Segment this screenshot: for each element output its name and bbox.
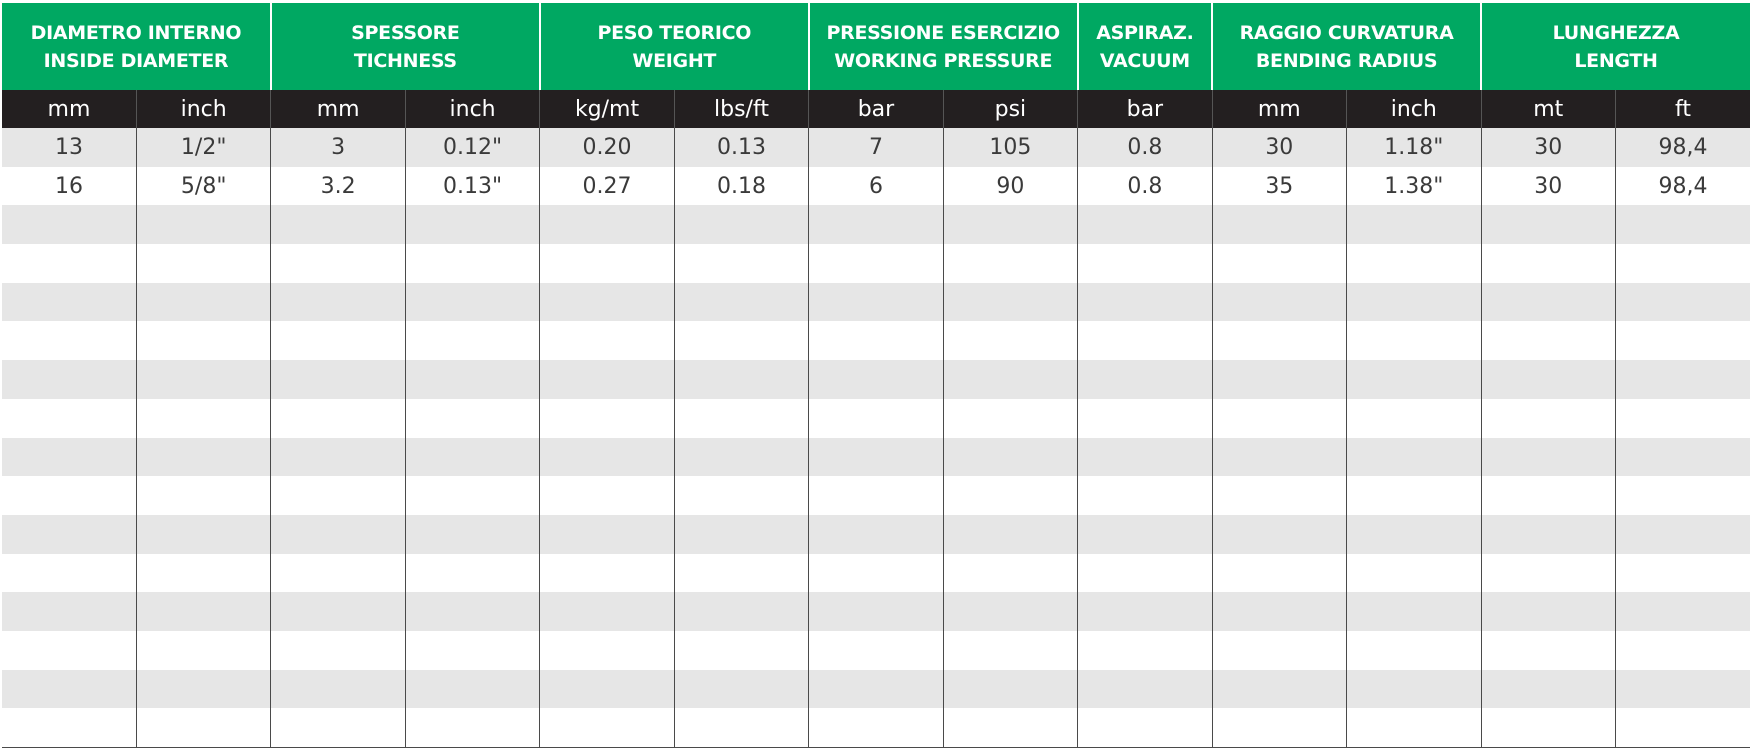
header-label-en: TICHNESS (353, 49, 457, 72)
table-cell (2, 592, 136, 631)
table-cell (1347, 438, 1481, 477)
table-cell (1615, 321, 1750, 360)
table-cell (1212, 476, 1346, 515)
table-cell (136, 476, 270, 515)
table-cell (1078, 592, 1212, 631)
table-cell (540, 670, 674, 709)
table-cell (271, 476, 405, 515)
table-cell (1078, 554, 1212, 593)
table-cell (943, 438, 1077, 477)
table-cell (2, 244, 136, 283)
table-cell (136, 321, 270, 360)
table-cell (1347, 399, 1481, 438)
hose-spec-table (2, 3, 1750, 748)
table-cell (943, 670, 1077, 709)
table-cell (1347, 283, 1481, 322)
table-cell (1615, 592, 1750, 631)
table-cell: 0.13 (674, 128, 808, 167)
table-cell (1615, 554, 1750, 593)
table-cell (1347, 708, 1481, 747)
header-label-it: PESO TEORICO (597, 21, 752, 44)
group-header-row (2, 3, 1750, 90)
table-cell (674, 476, 808, 515)
table-cell (1615, 205, 1750, 244)
table-cell (809, 708, 943, 747)
table-cell (1078, 670, 1212, 709)
table-cell: 3.2 (271, 167, 405, 206)
table-cell (1212, 592, 1346, 631)
table-cell (540, 631, 674, 670)
table-cell (1615, 438, 1750, 477)
unit-label: inch (405, 90, 539, 128)
table-cell (540, 476, 674, 515)
table-cell (1347, 670, 1481, 709)
header-length (1481, 3, 1750, 90)
table-body (2, 128, 1750, 748)
table-cell: 98,4 (1615, 167, 1750, 206)
unit-label: psi (943, 90, 1077, 128)
table-cell (1347, 592, 1481, 631)
table-cell (943, 360, 1077, 399)
table-cell (1481, 554, 1615, 593)
table-row (2, 167, 1750, 206)
table-cell (1615, 515, 1750, 554)
table-cell: 1/2" (136, 128, 270, 167)
table-cell (809, 592, 943, 631)
header-label-it: DIAMETRO INTERNO (30, 21, 242, 44)
table-cell (271, 283, 405, 322)
table-cell (136, 708, 270, 747)
table-row (2, 592, 1750, 631)
table-cell (809, 205, 943, 244)
table-cell (271, 708, 405, 747)
table-cell (271, 438, 405, 477)
table-cell (1615, 244, 1750, 283)
unit-label: inch (1347, 90, 1481, 128)
spec-sheet (2, 3, 1750, 748)
table-cell (405, 283, 539, 322)
table-cell (271, 399, 405, 438)
table-cell (809, 321, 943, 360)
header-weight (540, 3, 809, 90)
table-cell (405, 360, 539, 399)
table-cell (1212, 360, 1346, 399)
table-cell (1615, 283, 1750, 322)
table-cell (809, 244, 943, 283)
table-cell (2, 399, 136, 438)
header-label-it: LUNGHEZZA (1552, 21, 1680, 44)
table-cell (1481, 438, 1615, 477)
table-row (2, 438, 1750, 477)
table-cell: 6 (809, 167, 943, 206)
header-label-it: ASPIRAZ. (1096, 21, 1194, 44)
table-cell (1212, 554, 1346, 593)
unit-label: bar (1078, 90, 1212, 128)
table-cell (943, 592, 1077, 631)
table-cell (809, 476, 943, 515)
table-cell (809, 670, 943, 709)
table-cell (1078, 515, 1212, 554)
table-cell (1615, 631, 1750, 670)
table-cell: 0.27 (540, 167, 674, 206)
table-cell (809, 631, 943, 670)
table-cell (1481, 205, 1615, 244)
table-cell (2, 360, 136, 399)
table-cell (809, 554, 943, 593)
table-cell (1078, 399, 1212, 438)
table-cell (674, 244, 808, 283)
table-cell (540, 244, 674, 283)
table-cell (2, 631, 136, 670)
table-cell (1212, 631, 1346, 670)
table-cell (2, 554, 136, 593)
table-cell: 105 (943, 128, 1077, 167)
table-row (2, 244, 1750, 283)
header-bending-radius (1212, 3, 1481, 90)
table-cell (674, 321, 808, 360)
table-cell (1078, 631, 1212, 670)
table-row (2, 283, 1750, 322)
table-cell: 0.8 (1078, 167, 1212, 206)
table-cell (1615, 476, 1750, 515)
table-cell (1481, 631, 1615, 670)
table-row (2, 631, 1750, 670)
table-cell (674, 515, 808, 554)
table-cell (1078, 476, 1212, 515)
table-cell (136, 438, 270, 477)
table-cell (674, 554, 808, 593)
table-cell (136, 205, 270, 244)
table-cell (1481, 360, 1615, 399)
table-cell (1481, 708, 1615, 747)
table-cell: 98,4 (1615, 128, 1750, 167)
table-cell (809, 283, 943, 322)
table-cell (1212, 708, 1346, 747)
table-cell (540, 554, 674, 593)
table-cell: 35 (1212, 167, 1346, 206)
table-cell (1212, 670, 1346, 709)
table-cell: 16 (2, 167, 136, 206)
header-thickness (271, 3, 540, 90)
table-cell (405, 631, 539, 670)
table-cell (1481, 592, 1615, 631)
unit-label: mm (1212, 90, 1346, 128)
table-cell: 5/8" (136, 167, 270, 206)
table-row (2, 321, 1750, 360)
table-row (2, 708, 1750, 747)
table-cell (674, 399, 808, 438)
table-cell (271, 515, 405, 554)
table-cell (1615, 360, 1750, 399)
table-cell (136, 554, 270, 593)
header-label-it: SPESSORE (351, 21, 460, 44)
table-cell (1481, 283, 1615, 322)
table-cell (674, 283, 808, 322)
table-row (2, 205, 1750, 244)
table-cell: 30 (1481, 128, 1615, 167)
table-cell (1078, 360, 1212, 399)
table-cell (943, 283, 1077, 322)
table-cell (1078, 321, 1212, 360)
table-cell (1078, 438, 1212, 477)
table-cell (674, 708, 808, 747)
table-row (2, 399, 1750, 438)
table-cell: 90 (943, 167, 1077, 206)
table-cell: 0.18 (674, 167, 808, 206)
table-cell (943, 205, 1077, 244)
table-cell (1078, 244, 1212, 283)
table-cell (1481, 399, 1615, 438)
table-cell (943, 244, 1077, 283)
table-cell (540, 360, 674, 399)
table-cell (943, 476, 1077, 515)
table-cell (1615, 670, 1750, 709)
table-cell: 30 (1481, 167, 1615, 206)
table-cell (136, 515, 270, 554)
table-cell (405, 708, 539, 747)
table-cell (809, 515, 943, 554)
table-cell (271, 592, 405, 631)
table-cell (540, 438, 674, 477)
table-cell (540, 399, 674, 438)
table-cell (136, 631, 270, 670)
table-cell (1481, 321, 1615, 360)
table-cell (405, 399, 539, 438)
table-cell (1212, 283, 1346, 322)
table-cell (540, 205, 674, 244)
table-cell: 3 (271, 128, 405, 167)
table-cell (136, 283, 270, 322)
table-cell (1212, 399, 1346, 438)
table-cell (405, 321, 539, 360)
table-cell (1347, 554, 1481, 593)
table-cell (674, 360, 808, 399)
unit-label: mm (2, 90, 136, 128)
table-row (2, 554, 1750, 593)
table-cell (674, 631, 808, 670)
table-cell: 0.12" (405, 128, 539, 167)
unit-label: ft (1615, 90, 1750, 128)
table-cell (405, 205, 539, 244)
table-cell (540, 515, 674, 554)
table-cell: 0.13" (405, 167, 539, 206)
table-cell (1212, 244, 1346, 283)
table-cell (271, 244, 405, 283)
table-cell (1347, 476, 1481, 515)
table-cell (2, 438, 136, 477)
table-cell (1078, 708, 1212, 747)
table-cell (1212, 438, 1346, 477)
table-cell (2, 321, 136, 360)
table-cell (405, 670, 539, 709)
table-cell (1481, 244, 1615, 283)
table-cell (2, 708, 136, 747)
table-cell: 7 (809, 128, 943, 167)
table-cell: 0.8 (1078, 128, 1212, 167)
unit-label: bar (809, 90, 943, 128)
table-cell: 0.20 (540, 128, 674, 167)
table-row (2, 360, 1750, 399)
table-cell (2, 670, 136, 709)
header-inside-diameter (2, 3, 271, 90)
header-label-en: WEIGHT (632, 49, 717, 72)
table-cell (674, 670, 808, 709)
table-cell (405, 476, 539, 515)
header-label-en: INSIDE DIAMETER (43, 49, 229, 72)
table-cell (674, 438, 808, 477)
table-row (2, 476, 1750, 515)
table-cell (943, 631, 1077, 670)
table-row (2, 670, 1750, 709)
table-cell (405, 592, 539, 631)
table-cell (271, 670, 405, 709)
table-cell (809, 399, 943, 438)
header-working-pressure (809, 3, 1078, 90)
table-cell (405, 515, 539, 554)
table-cell (809, 438, 943, 477)
table-cell (540, 321, 674, 360)
table-cell (943, 321, 1077, 360)
header-label-it: RAGGIO CURVATURA (1239, 21, 1454, 44)
table-cell (1481, 476, 1615, 515)
table-row (2, 128, 1750, 167)
table-cell (2, 283, 136, 322)
table-cell: 13 (2, 128, 136, 167)
table-cell (540, 283, 674, 322)
header-vacuum (1078, 3, 1212, 90)
table-cell (271, 205, 405, 244)
table-cell (1212, 515, 1346, 554)
table-cell (1078, 283, 1212, 322)
table-cell (1615, 399, 1750, 438)
table-cell (1347, 631, 1481, 670)
header-label-en: LENGTH (1574, 49, 1658, 72)
unit-label: inch (136, 90, 270, 128)
table-cell (2, 205, 136, 244)
table-cell (136, 399, 270, 438)
table-cell (1212, 205, 1346, 244)
table-cell (2, 515, 136, 554)
table-cell (271, 360, 405, 399)
table-cell (1347, 244, 1481, 283)
table-cell (674, 205, 808, 244)
table-cell (1347, 360, 1481, 399)
table-cell (540, 708, 674, 747)
table-cell (943, 399, 1077, 438)
header-label-en: VACUUM (1099, 49, 1190, 72)
table-cell (405, 244, 539, 283)
table-cell (405, 554, 539, 593)
header-label-en: BENDING RADIUS (1255, 49, 1438, 72)
table-cell (1212, 321, 1346, 360)
table-cell (136, 592, 270, 631)
table-cell: 30 (1212, 128, 1346, 167)
table-cell (136, 360, 270, 399)
unit-label: kg/mt (540, 90, 674, 128)
table-cell (1481, 515, 1615, 554)
table-cell (1615, 708, 1750, 747)
table-cell (943, 708, 1077, 747)
table-cell (1078, 205, 1212, 244)
table-cell (943, 515, 1077, 554)
table-cell (1347, 321, 1481, 360)
table-cell (271, 321, 405, 360)
table-cell (271, 554, 405, 593)
table-cell (1481, 670, 1615, 709)
table-cell: 1.38" (1347, 167, 1481, 206)
unit-label: mm (271, 90, 405, 128)
table-cell (2, 476, 136, 515)
table-cell: 1.18" (1347, 128, 1481, 167)
table-cell (136, 670, 270, 709)
header-label-en: WORKING PRESSURE (834, 49, 1053, 72)
table-cell (943, 554, 1077, 593)
table-row (2, 515, 1750, 554)
table-cell (540, 592, 674, 631)
table-cell (1347, 205, 1481, 244)
table-cell (1347, 515, 1481, 554)
table-cell (136, 244, 270, 283)
header-label-it: PRESSIONE ESERCIZIO (826, 21, 1060, 44)
table-cell (405, 438, 539, 477)
table-cell (809, 360, 943, 399)
unit-label: lbs/ft (674, 90, 808, 128)
unit-label: mt (1481, 90, 1615, 128)
unit-header-row (2, 90, 1750, 128)
table-cell (674, 592, 808, 631)
table-cell (271, 631, 405, 670)
